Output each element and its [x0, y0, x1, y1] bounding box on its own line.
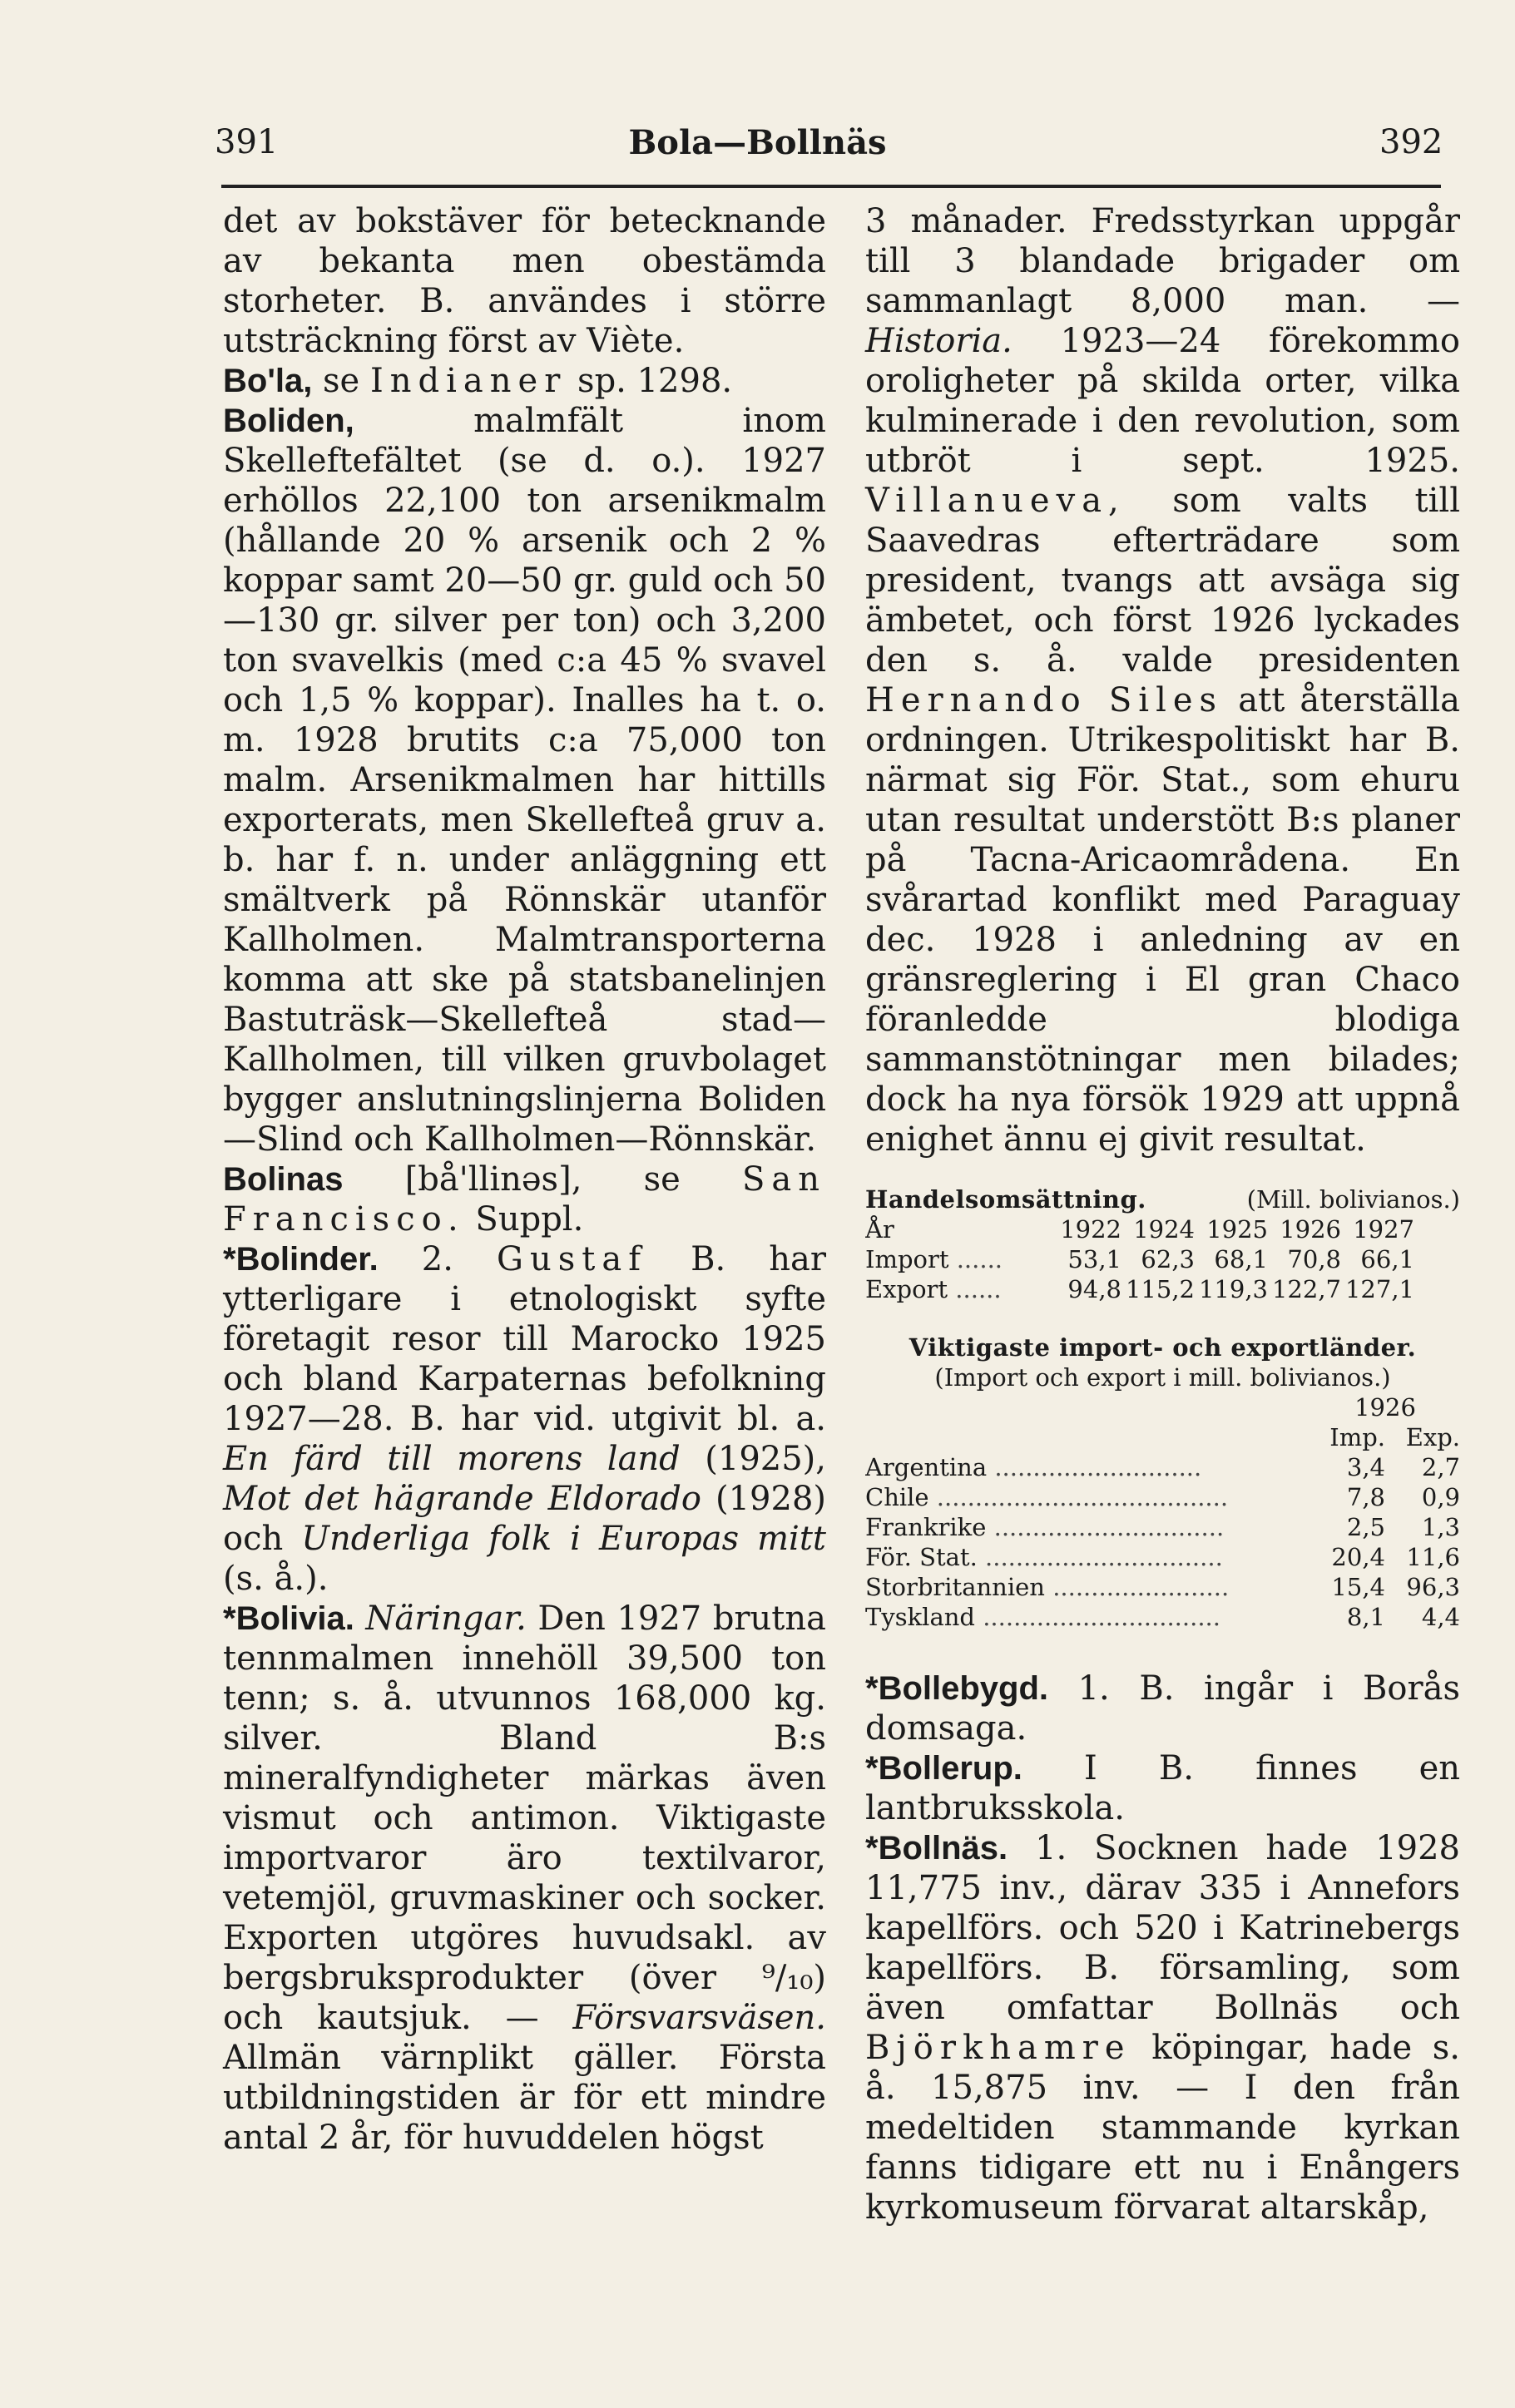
person-name: Hernando Siles	[865, 681, 1224, 719]
right-column	[865, 201, 1460, 2228]
headword-bola: Bo'la,	[223, 363, 313, 399]
table-header-row: Imp. Exp.	[1329, 1423, 1460, 1451]
table-subtitle: (Import och export i mill. bolivianos.)	[934, 1363, 1391, 1392]
headword-boliden: Boliden,	[223, 403, 354, 439]
table-title: Viktigaste import- och exportländer.	[909, 1333, 1417, 1362]
page-number-left: 391	[215, 123, 279, 161]
table-year: 1926	[1354, 1393, 1416, 1422]
table-row: Storbritannien ....................... 15,4 96,3	[865, 1573, 1460, 1601]
cross-ref-indianer: Indianer	[369, 362, 567, 400]
table-row: Argentina ........................... 3,4 2,7	[865, 1453, 1460, 1481]
table-row: Tyskland ............................... 8,1 4,4	[865, 1603, 1460, 1631]
book-title: Underliga folk i Europas mitt	[301, 1520, 827, 1558]
table-row: Export ...... 94,8 115,2 119,3 122,7 127,1	[865, 1275, 1414, 1303]
running-head: Bola—Bollnäs	[628, 123, 887, 162]
page-number-right: 392	[1379, 123, 1443, 161]
person-name: Villanueva,	[865, 482, 1126, 520]
left-column	[223, 201, 826, 2158]
entry-bola: Bo'la, se Indianer sp. 1298.	[223, 362, 733, 400]
place-name: Björkhamre	[865, 2029, 1131, 2067]
entry-bolivia-continued: 3 månader. Fredsstyrkan uppgår till 3 blandade brigader om sammanlagt 8,000 man. — Historia. 1923—24 förekommo oroligheter på skilda orter, vilka kulminerade i den revolution, som utbröt i sept. 1925. Villanueva, som valts till Saavedras efterträdare som president, tvangs att avsäga sig ämbetet, och först 1926 lyckades den s. å. valde presidenten Hernando Siles att återställa ordningen. Utrikespolitiskt har B. närmat sig För. Stat., som ehuru utan resultat understött B:s planer på Tacna-Aricaområdena. En svårartad konflikt med Paraguay dec. 1928 i anledning av en gränsreglering i El gran Chaco föranledde blodiga sammanstötningar men bilades; dock ha nya försök 1929 att uppnå enighet ännu ej givit resultat.	[865, 202, 1461, 1159]
table-unit: (Mill. bolivianos.)	[1246, 1185, 1460, 1214]
headword-bolivia: *Bolivia.	[223, 1600, 354, 1637]
paragraph-continuation: det av bokstäver för betecknande av bekanta men obestämda storheter. B. användes i större utsträckning först av Viète.	[223, 202, 826, 360]
table-row: Frankrike .............................. 2,5 1,3	[865, 1513, 1460, 1541]
headword-bolinas: Bolinas	[223, 1161, 344, 1198]
table-header-row: År 1922 1924 1925 1926 1927	[865, 1215, 1414, 1244]
table-title: Handelsomsättning.	[865, 1185, 1146, 1214]
entry-bolinder: *Bolinder. 2. Gustaf B. har ytterligare i etnologiskt syfte företagit resor till Marocko 1925 och bland Karpaternas befolkning 1927—28. B. har vid. utgivit bl. a. En färd till morens land (1925), Mot det hägrande Eldorado (1928) och Underliga folk i Europas mitt (s. å.).	[223, 1240, 827, 1598]
section-label: Näringar.	[365, 1600, 527, 1638]
entry-bolivia: *Bolivia. Näringar. Den 1927 brutna tennmalmen innehöll 39,500 ton tenn; s. å. utvunnos 168,000 kg. silver. Bland B:s mineralfyndigheter märkas även vismut och antimon. Viktigaste importvaror äro textilvaror, vetemjöl, gruvmaskiner och socker. Exporten utgöres huvudsakl. av bergsbruksprodukter (över ⁹/₁₀) och kautsjuk. — Försvarsväsen. Allmän värnplikt gäller. Första utbildningstiden är för ett mindre antal 2 år, för huvuddelen högst	[223, 1600, 826, 2157]
countries-table	[865, 1333, 1460, 1632]
book-title: Mot det hägrande Eldorado	[223, 1480, 701, 1518]
trade-table	[865, 1184, 1460, 1304]
entry-bolinas: Bolinas [bå'llinəs], se San Francisco. Suppl.	[223, 1160, 827, 1239]
headword-bollebygd: *Bollebygd.	[865, 1670, 1049, 1707]
section-label: Försvarsväsen.	[572, 1999, 826, 2037]
headword-bollnas: *Bollnäs.	[865, 1830, 1008, 1867]
entry-boliden: Boliden, malmfält inom Skelleftefältet (se d. o.). 1927 erhöllos 22,100 ton arsenikmalm (hållande 20 % arsenik och 2 % koppar samt 20—50 gr. guld och 50—130 gr. silver per ton) och 3,200 ton svavelkis (med c:a 45 % svavel och 1,5 % koppar). Inalles ha t. o. m. 1928 brutits c:a 75,000 ton malm. Arsenikmalmen har hittills exporterats, men Skellefteå gruv a. b. har f. n. under anläggning ett smältverk på Rönnskär utanför Kallholmen. Malmtransporterna komma att ske på statsbanelinjen Bastuträsk—Skellefteå stad—Kallholmen, till vilken gruvbolaget bygger anslutningslinjerna Boliden—Slind och Kallholmen—Rönnskär.	[223, 402, 826, 1159]
table-row: För. Stat. ............................... 20,4 11,6	[865, 1543, 1460, 1571]
headword-bollerup: *Bollerup.	[865, 1750, 1022, 1787]
cross-ref-san-francisco: San Francisco.	[223, 1160, 827, 1239]
entry-bollebygd: *Bollebygd. 1. B. ingår i Borås domsaga.	[865, 1669, 1460, 1748]
table-row: Import ...... 53,1 62,3 68,1 70,8 66,1	[865, 1245, 1414, 1273]
section-label: Historia.	[865, 322, 1012, 360]
table-row: Chile ...................................... 7,8 0,9	[865, 1483, 1460, 1511]
entry-bollerup: *Bollerup. I B. finnes en lantbruksskola.	[865, 1749, 1461, 1827]
entry-bollnas: *Bollnäs. 1. Socknen hade 1928 11,775 inv., därav 335 i Annefors kapellförs. och 520 i Katrinebergs kapellförs. B. församling, som även omfattar Bollnäs och Björkhamre köpingar, hade s. å. 15,875 inv. — I den från medeltiden stammande kyrkan fanns tidigare ett nu i Enångers kyrkomuseum förvarat altarskåp,	[865, 1829, 1460, 2227]
header-rule	[221, 185, 1441, 188]
headword-bolinder: *Bolinder.	[223, 1241, 379, 1278]
book-title: En färd till morens land	[223, 1440, 681, 1478]
